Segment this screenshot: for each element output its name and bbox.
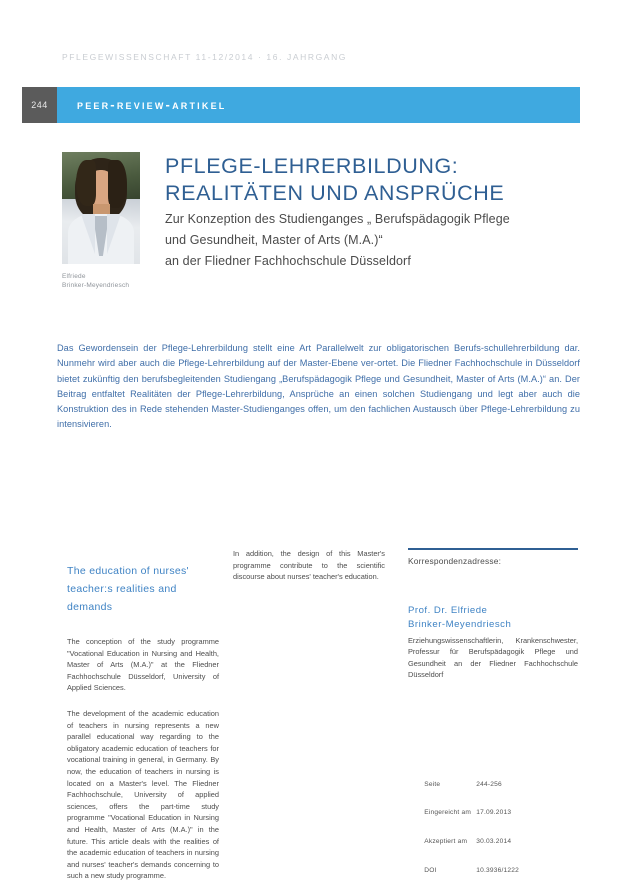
metadata-doi-value: 10.3936/1222 bbox=[476, 866, 520, 874]
correspondence-name-line1: Prof. Dr. Elfriede bbox=[408, 604, 488, 616]
english-abstract-paragraph-3: In addition, the design of this Master's programme contribute to the scientific discourse about nurses' teacher's education. bbox=[233, 549, 385, 582]
correspondence-name bbox=[408, 604, 578, 632]
page-subtitle-line3: an der Fliedner Fachhochschule Düsseldorf bbox=[165, 254, 411, 268]
german-abstract: Das Gewordensein der Pflege-Lehrerbildung stellt eine Art Parallelwelt zur obligatorischen Berufs-schullehrerbildung dar. Nunmehr wird aber auch die Pflege-Lehrerbildung auf der Master-Ebene ver-ortet. Die Fliedner Fachhochschule in Düsseldorf bietet zukünftig den berufsbegleitenden Studiengang „Berufspädagogik Pflege und Gesundheit, Master of Arts (M.A.)“ an. Der Beitrag entfaltet Realitäten der Pflege-Lehrerbildung, Ansprüche an einen solchen Studiengang und legt aber auch die Konstruktion des in Rede stehenden Master-Studienganges offen, um den fachlichen Austausch über Pflege-Lehrerbildung zu intensivieren. bbox=[57, 343, 580, 430]
metadata-submitted-key: Eingereicht am bbox=[424, 809, 472, 817]
page-title-line1: PFLEGE-LEHRERBILDUNG: bbox=[165, 154, 459, 178]
portrait-hair-right bbox=[108, 160, 127, 208]
portrait-hair-left bbox=[76, 160, 96, 206]
metadata-accepted bbox=[408, 828, 578, 857]
abstract-columns bbox=[57, 548, 580, 881]
running-head: PFLEGEWISSENSCHAFT 11-12/2014 · 16. JAHRGANG bbox=[62, 52, 348, 62]
page-subtitle-line2: und Gesundheit, Master of Arts (M.A.)“ bbox=[165, 233, 383, 247]
author-portrait bbox=[62, 152, 140, 264]
english-abstract-column-left bbox=[67, 548, 219, 884]
peer-review-banner bbox=[57, 87, 580, 123]
english-abstract-paragraph-1: The conception of the study programme "Vocational Education in Nursing and Health, Master of Arts (M.A.)" at the Fliedner Fachhochschule Düsseldorf, University of Applied Sciences. bbox=[67, 637, 219, 693]
portrait-lapel-left bbox=[81, 214, 95, 254]
english-abstract-paragraph-2: The development of the academic education of teachers in nursing represents a new parallel educational way regarding to the obligatory academic education of teachers for vocational training in general, in Germany. By now, the education of teachers in nursing is located on a Master's level. The Fliedner Fachhochschule, University of applied sciences, offers the part-time study programme "Vocational Education in Nursing and Health, Master of Arts (M.A.)" in the future. This article deals with the realities of the academic education of teachers in nursing and nurses' teacher's demands concerning to such a new study programme. bbox=[67, 708, 219, 881]
page-title bbox=[165, 153, 585, 207]
metadata-doi bbox=[408, 856, 578, 884]
page-title-line2: REALITÄTEN UND ANSPRÜCHE bbox=[165, 181, 505, 205]
metadata-accepted-value: 30.03.2014 bbox=[476, 838, 512, 846]
portrait-caption bbox=[62, 272, 129, 290]
correspondence-name-line2: Brinker-Meyendriesch bbox=[408, 618, 512, 630]
english-abstract-heading: The education of nurses' teacher:s realities and demands bbox=[67, 565, 189, 613]
portrait-lapel-right bbox=[107, 214, 121, 254]
correspondence-description: Erziehungswissenschaftlerin, Krankenschwester, Professur für Berufspädagogik Pflege und Gesundheit an der Fliedner Fachhochschule Düsseldorf bbox=[408, 635, 578, 680]
metadata-submitted-value: 17.09.2013 bbox=[476, 809, 512, 817]
metadata-doi-key: DOI bbox=[424, 866, 437, 874]
metadata-pages bbox=[408, 770, 578, 799]
correspondence-block bbox=[408, 548, 578, 681]
page-subtitle-line1: Zur Konzeption des Studienganges „ Berufspädagogik Pflege bbox=[165, 212, 510, 226]
portrait-caption-firstname: Elfriede bbox=[62, 273, 86, 280]
correspondence-label: Korrespondenzadresse: bbox=[408, 556, 502, 566]
metadata-pages-key: Seite bbox=[424, 780, 441, 788]
english-abstract-column-middle bbox=[233, 548, 385, 597]
page-subtitle bbox=[165, 209, 575, 272]
publication-metadata bbox=[408, 770, 578, 884]
metadata-submitted bbox=[408, 799, 578, 828]
portrait-caption-lastname: Brinker-Meyendriesch bbox=[62, 282, 130, 289]
page-number-box: 244 bbox=[22, 87, 57, 123]
banner-label: peer-review-artikel bbox=[77, 97, 227, 112]
metadata-pages-value: 244-256 bbox=[476, 780, 502, 788]
metadata-accepted-key: Akzeptiert am bbox=[424, 838, 468, 846]
